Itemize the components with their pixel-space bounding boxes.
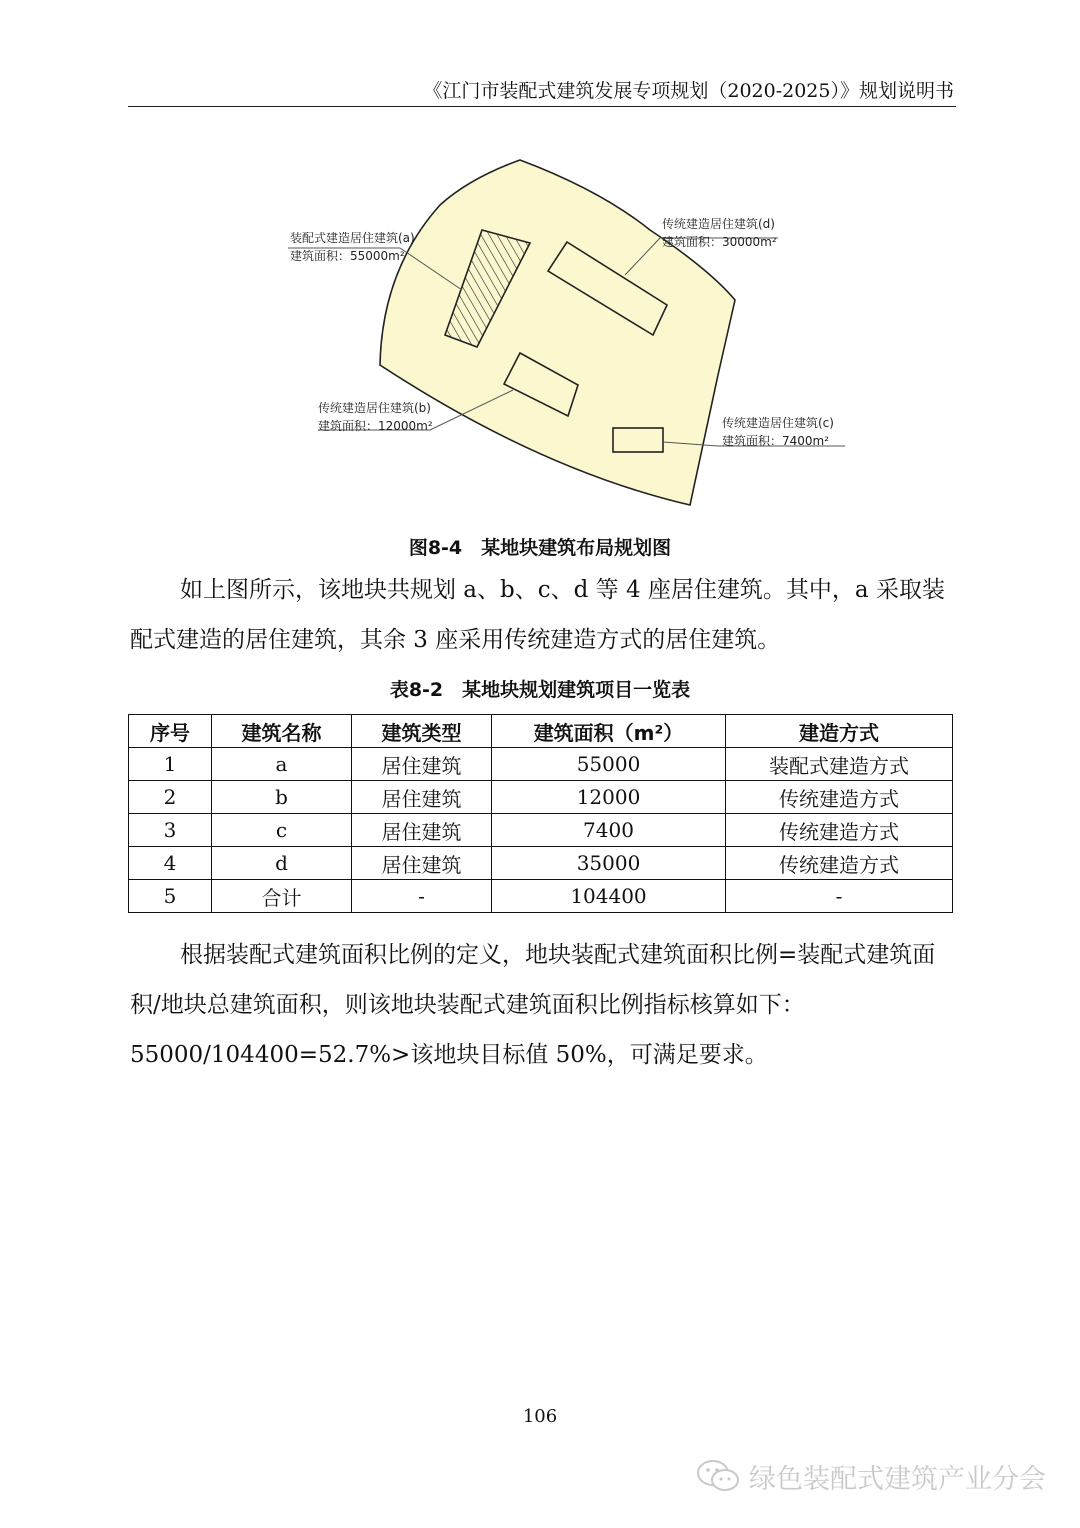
cell-type: 居住建筑	[352, 781, 492, 814]
label-c-name: 传统建造居住建筑(c)	[722, 416, 834, 430]
cell-type: 居住建筑	[352, 847, 492, 880]
cell-index: 4	[129, 847, 212, 880]
col-header-area: 建筑面积（m²）	[492, 715, 726, 748]
label-d-area: 建筑面积：30000m²	[662, 235, 777, 249]
cell-method: 传统建造方式	[726, 814, 953, 847]
col-header-type: 建筑类型	[352, 715, 492, 748]
cell-area: 104400	[492, 880, 726, 913]
page-header: 《江门市装配式建筑发展专项规划（2020-2025）》规划说明书	[423, 80, 954, 102]
label-a-name: 装配式建造居住建筑(a)	[290, 231, 415, 245]
label-a-area: 建筑面积：55000m²	[290, 249, 405, 263]
table-row-total	[129, 880, 953, 913]
cell-name: 合计	[212, 880, 352, 913]
label-b-area: 建筑面积：12000m²	[318, 419, 433, 433]
cell-index: 5	[129, 880, 212, 913]
cell-type: 居住建筑	[352, 814, 492, 847]
building-c	[613, 428, 663, 452]
label-b-name: 传统建造居住建筑(b)	[318, 401, 431, 415]
cell-method: 传统建造方式	[726, 781, 953, 814]
table-caption: 表8-2 某地块规划建筑项目一览表	[389, 679, 691, 701]
cell-method: -	[726, 880, 953, 913]
header-divider	[128, 106, 956, 107]
cell-index: 1	[129, 748, 212, 781]
figure-caption: 图8-4 某地块建筑布局规划图	[408, 537, 672, 559]
cell-name: d	[212, 847, 352, 880]
body-paragraph-1: 如上图所示，该地块共规划 a、b、c、d 等 4 座居住建筑。其中，a 采取装配式建造的居住建筑，其余 3 座采用传统建造方式的居住建筑。	[130, 577, 945, 653]
label-d-name: 传统建造居住建筑(d)	[662, 217, 775, 231]
cell-name: c	[212, 814, 352, 847]
watermark	[695, 1456, 1046, 1496]
table-row	[129, 814, 953, 847]
table-row	[129, 781, 953, 814]
cell-area: 12000	[492, 781, 726, 814]
building-table	[128, 714, 953, 913]
table-row	[129, 748, 953, 781]
wechat-icon	[695, 1458, 741, 1494]
cell-method: 传统建造方式	[726, 847, 953, 880]
site-layout-diagram	[270, 150, 870, 520]
label-c-area: 建筑面积：7400m²	[722, 434, 830, 448]
cell-index: 3	[129, 814, 212, 847]
table-header-row	[129, 715, 953, 748]
cell-type: 居住建筑	[352, 748, 492, 781]
watermark-text: 绿色装配式建筑产业分会	[749, 1463, 1046, 1495]
col-header-index: 序号	[129, 715, 212, 748]
cell-area: 55000	[492, 748, 726, 781]
body-paragraph-2: 根据装配式建筑面积比例的定义，地块装配式建筑面积比例=装配式建筑面积/地块总建筑面积，则该地块装配式建筑面积比例指标核算如下：55000/104400=52.7%>该地块目标值 50%，可满足要求。	[130, 942, 936, 1068]
cell-name: a	[212, 748, 352, 781]
col-header-name: 建筑名称	[212, 715, 352, 748]
page-number: 106	[522, 1406, 558, 1427]
site-boundary	[380, 160, 735, 505]
cell-area: 35000	[492, 847, 726, 880]
cell-area: 7400	[492, 814, 726, 847]
cell-method: 装配式建造方式	[726, 748, 953, 781]
table-row	[129, 847, 953, 880]
cell-name: b	[212, 781, 352, 814]
cell-index: 2	[129, 781, 212, 814]
col-header-method: 建造方式	[726, 715, 953, 748]
cell-type: -	[352, 880, 492, 913]
